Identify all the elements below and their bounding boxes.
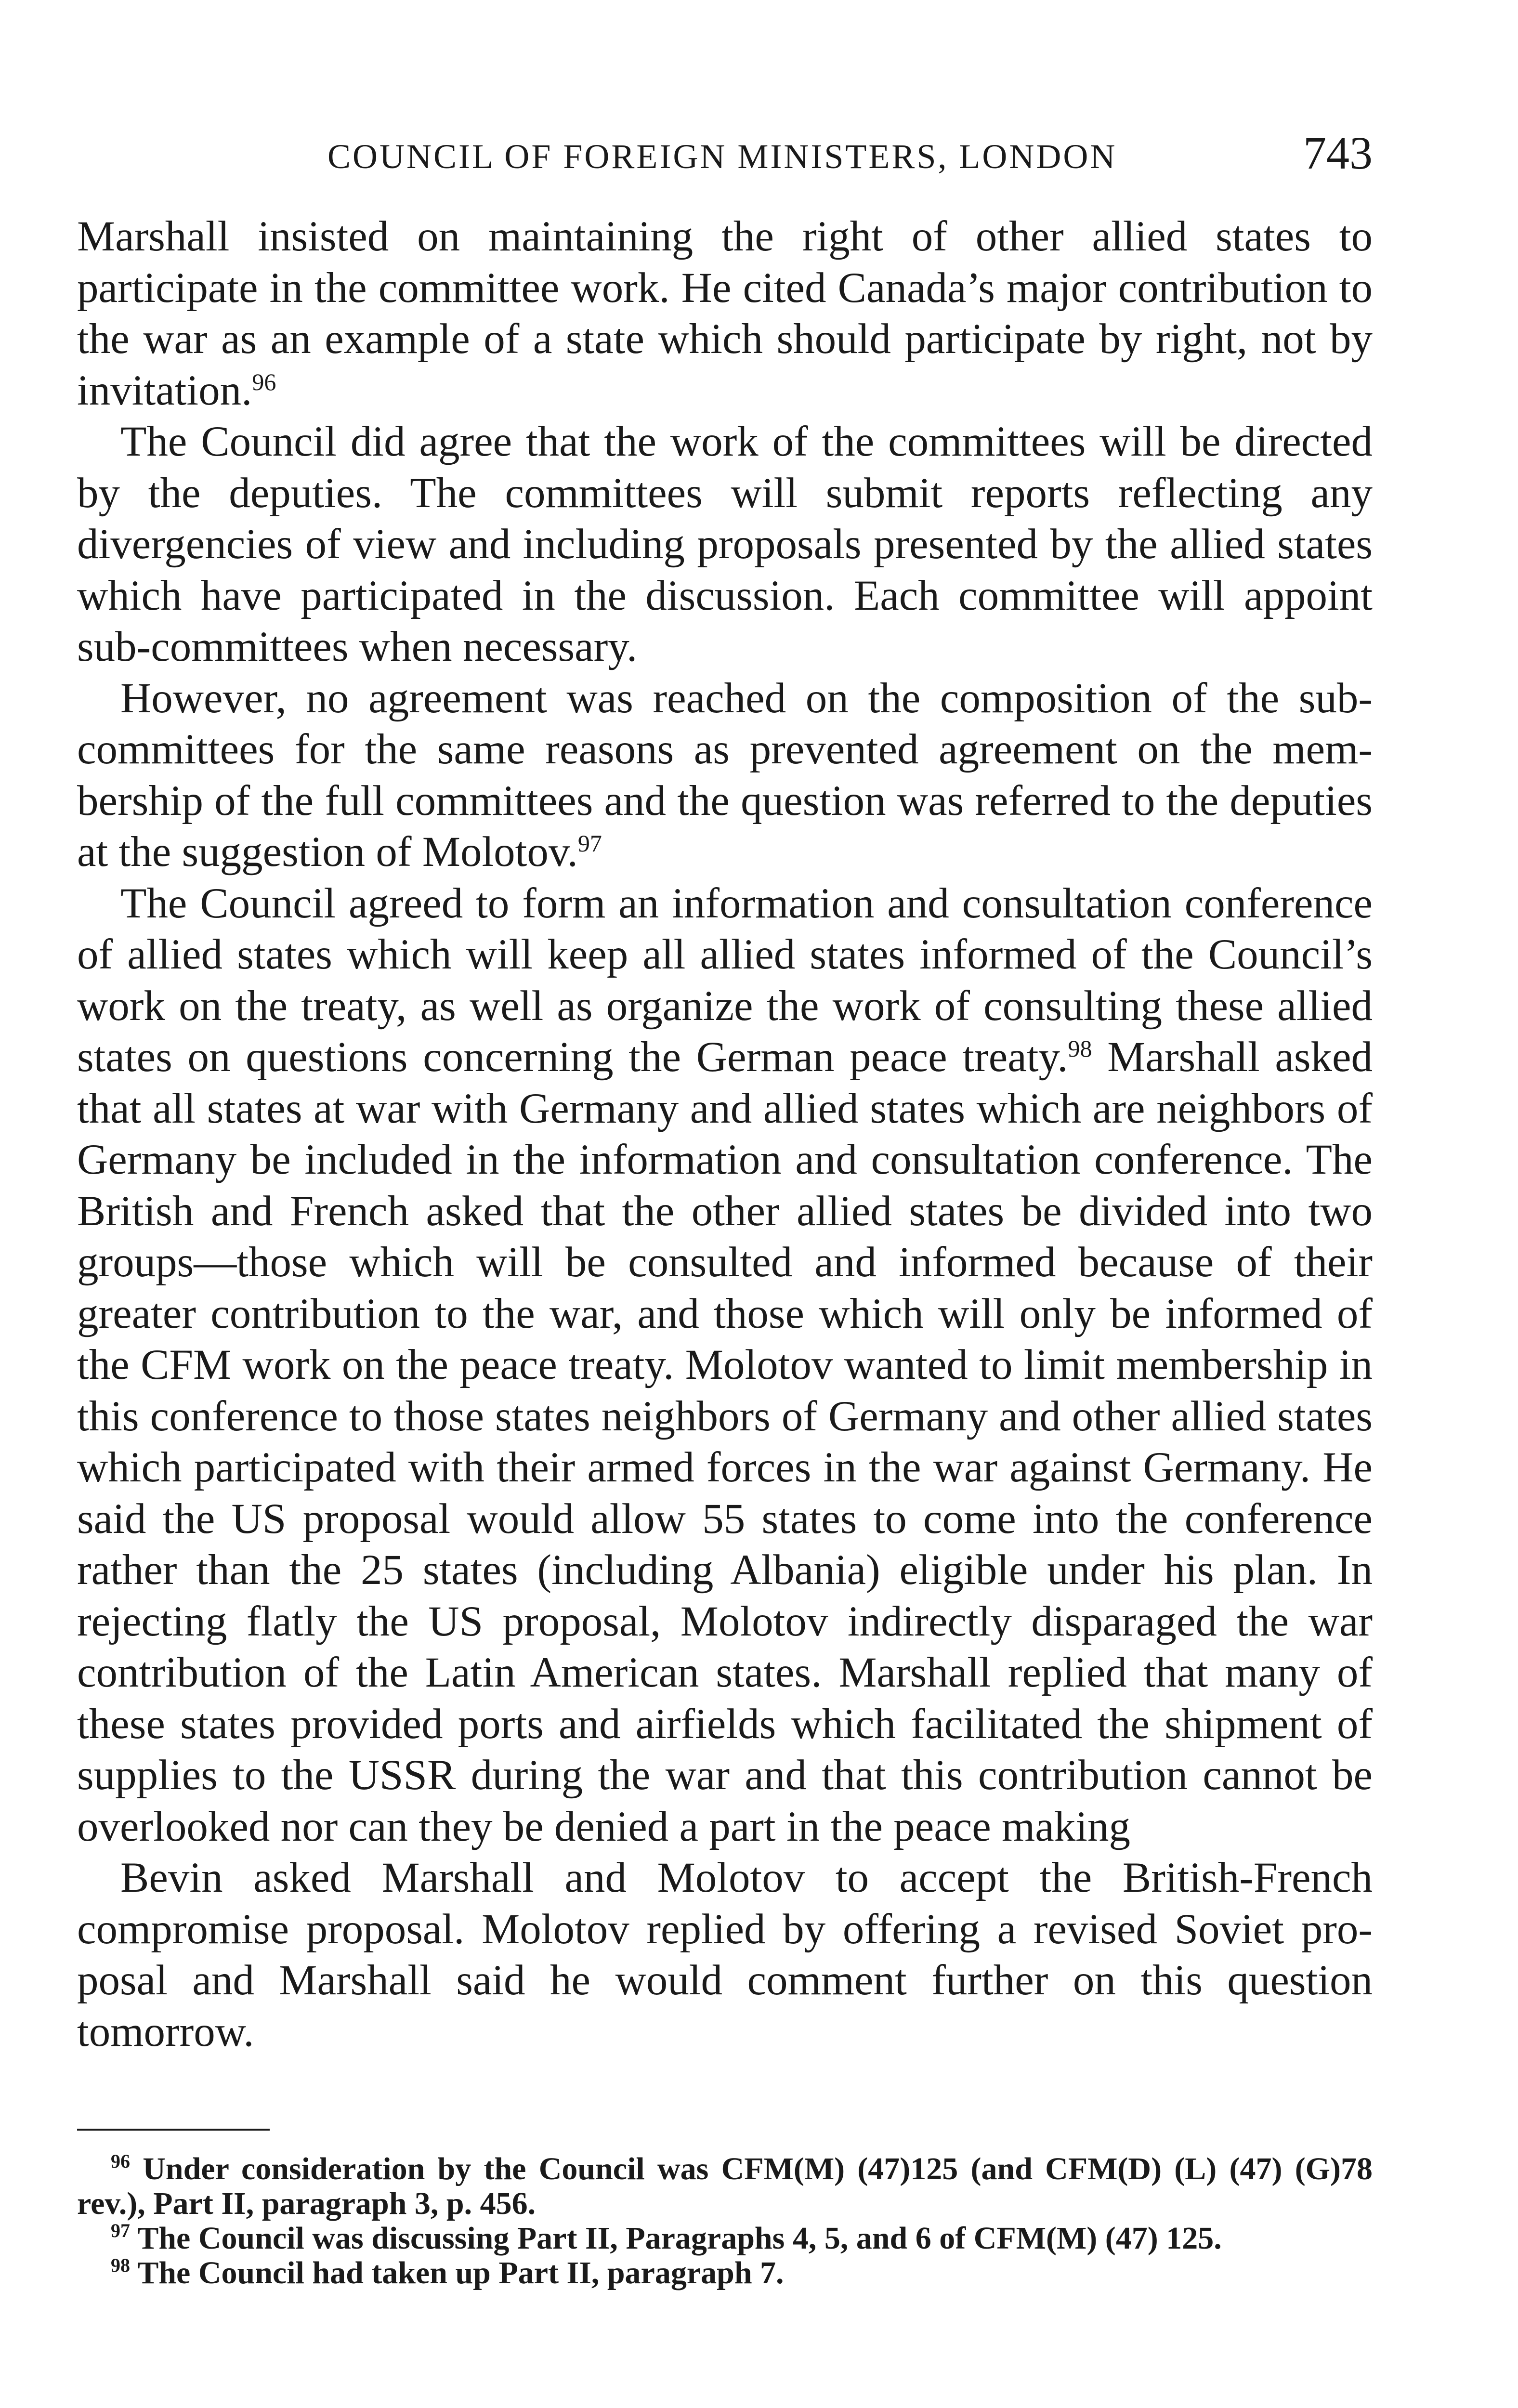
footnote-mark: 96 [111,2150,130,2172]
paragraph-3-text: However, no agreement was reached on the composition of the subcommittees for the same reasons as prevented agreement on the membership of the full committees and the question was referred to the deputies at the suggestion of Molotov. [77,674,1373,876]
paragraph-1 [77,211,1373,416]
paragraph-4-text-a: The Council agreed to form an information and consultation conference of allied states which will keep all allied states informed of the Council’s work on the treaty, as well as organize the work of consulting these allied states on questions concerning the German peace treaty. [77,879,1373,1081]
running-title: COUNCIL OF FOREIGN MINISTERS, LONDON [327,137,1117,176]
footnote-ref-96: 96 [252,368,276,395]
footnote-98 [77,2256,1373,2290]
footnotes [77,2152,1373,2290]
paragraph-4 [77,878,1373,1853]
paragraph-2-text: The Council did agree that the work of the committees will be directed by the deputies. The committees will submit reports reflecting any divergencies of view and including proposals presented by the allied states which have participated in the discussion. Each committee will appoint sub-committees when necessary. [77,418,1373,670]
paragraph-2 [77,416,1373,673]
footnote-ref-97: 97 [577,830,602,857]
paragraph-1-text: Marshall insisted on maintaining the right of other allied states to participate in the committee work. He cited Canada’s major contribution to the war as an example of a state which should participate by right, not by invitation. [77,213,1373,414]
footnote-96 [77,2152,1373,2221]
paragraph-5 [77,1852,1373,2057]
footnote-ref-98: 98 [1068,1035,1092,1062]
footnote-divider [77,2129,270,2131]
footnote-97 [77,2221,1373,2256]
body-text [77,211,1373,2057]
footnote-text: The Council was discussing Part II, Paragraphs 4, 5, and 6 of CFM(M) (47) 125. [137,2221,1222,2256]
paragraph-3 [77,673,1373,878]
paragraph-4-text-b: Marshall asked that all states at war with Germany and allied states which are neighbors of Germany be included in the information and consultation conference. The British and French asked that the other allied states be divided into two groups—those which will be consulted and informed because of their greater contribution to the war, and those which will only be informed of the CFM work on the peace treaty. Molotov wanted to limit membership in this conference to those states neighbors of Germany and other allied states which participated with their armed forces in the war against Germany. He said the US proposal would allow 55 states to come into the conference rather than the 25 states (including Albania) eligible under his plan. In rejecting flatly the US proposal, Molotov indirectly disparaged the war contribution of the Latin American states. Marshall replied that many of these states provided ports and airfields which facilitated the shipment of supplies to the USSR during the war and that this contribution cannot be overlooked nor can they be denied a part in the peace making [77,1034,1373,1850]
footnote-text: The Council had taken up Part II, paragraph 7. [137,2255,784,2290]
page-number: 743 [1303,127,1373,179]
footnote-mark: 98 [111,2254,130,2276]
paragraph-5-text: Bevin asked Marshall and Molotov to accept the British-French compromise proposal. Molotov replied by offering a revised Soviet proposal and Marshall said he would comment further on this question tomorrow. [77,1854,1373,2055]
footnote-text: Under consideration by the Council was CFM(M) (47)125 (and CFM(D) (L) (47) (G)78 rev.), Part II, paragraph 3, p. 456. [77,2151,1373,2221]
footnote-mark: 97 [111,2220,130,2241]
running-header [77,126,1373,184]
